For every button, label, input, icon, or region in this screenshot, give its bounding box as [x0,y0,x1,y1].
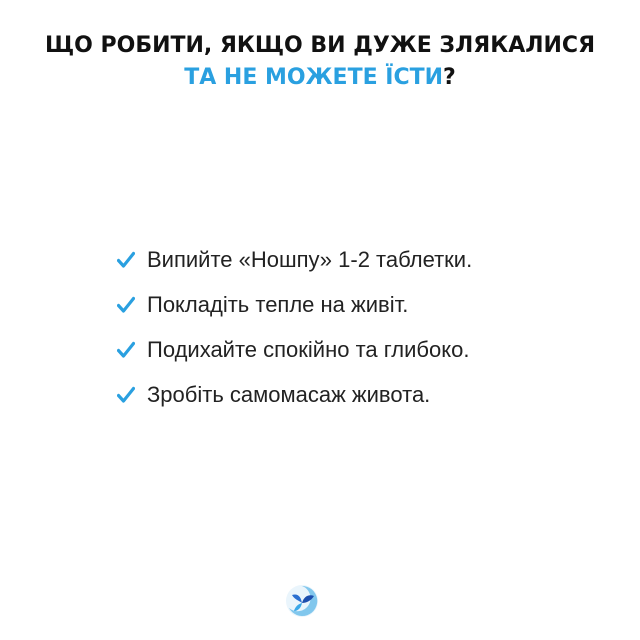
list-item [117,288,472,321]
check-icon [117,341,135,359]
page-title [0,30,640,94]
list-item [117,333,472,366]
check-icon [117,386,135,404]
title-accent: ТА НЕ МОЖЕТЕ ЇСТИ [184,65,444,90]
title-line-2 [0,62,640,94]
title-question-mark: ? [443,65,456,90]
check-icon [117,251,135,269]
list-item [117,378,472,411]
title-line-1: ЩО РОБИТИ, ЯКЩО ВИ ДУЖЕ ЗЛЯКАЛИСЯ [44,33,596,58]
tip-text: Подихайте спокійно та глибоко. [147,336,470,362]
tip-text: Випийте «Ношпу» 1-2 таблетки. [147,246,473,272]
brand-logo-icon [284,583,320,619]
tip-text: Покладіть тепле на живіт. [147,291,409,317]
tip-text: Зробіть самомасаж живота. [147,381,431,407]
check-icon [117,296,135,314]
tips-list [117,243,472,423]
list-item [117,243,472,276]
